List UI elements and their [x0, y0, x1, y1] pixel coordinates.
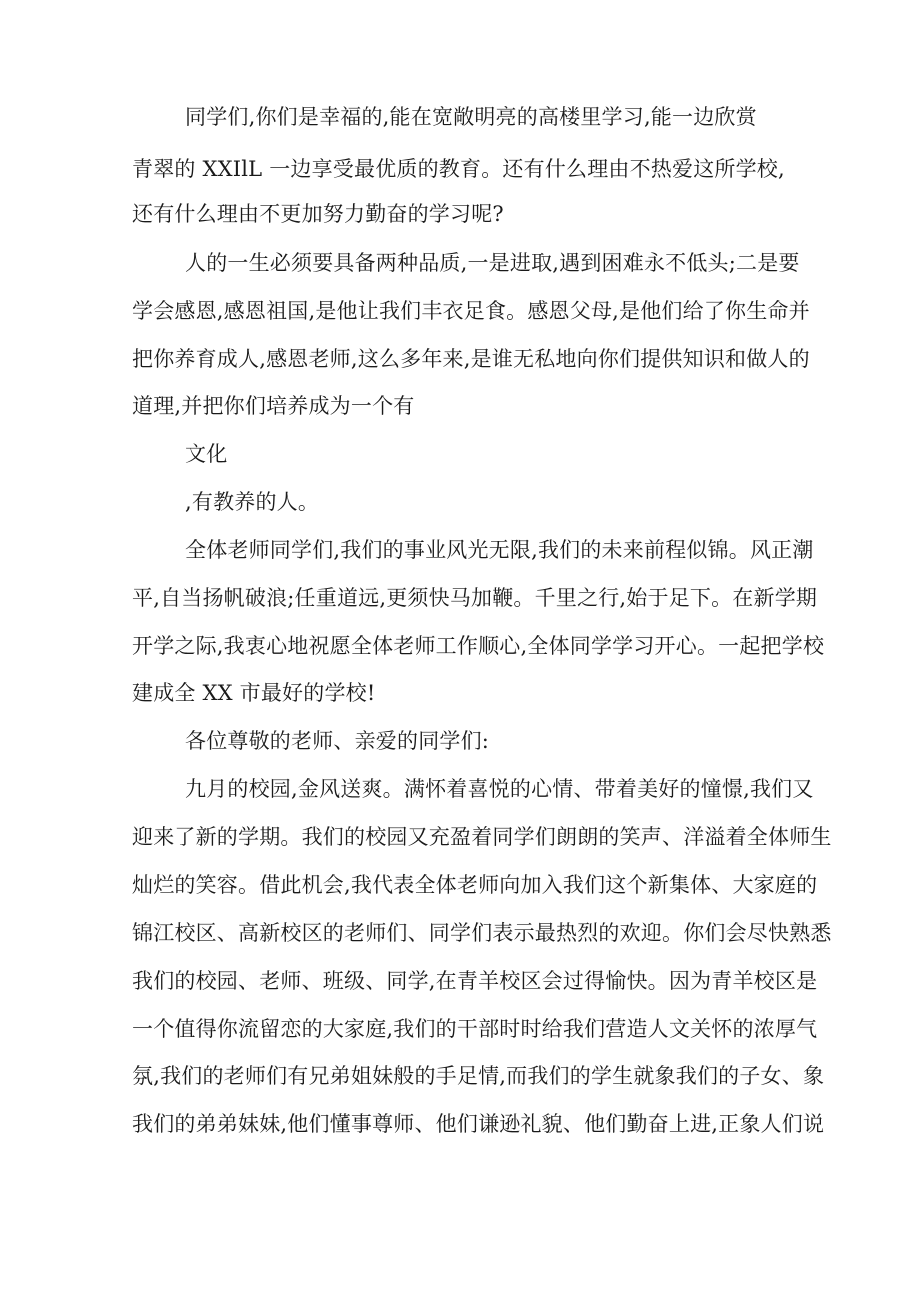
text-line: 我们的校园、老师、班级、同学,在青羊校区会过得愉快。因为青羊校区是 [132, 969, 818, 993]
text-line: 同学们,你们是幸福的,能在宽敞明亮的高楼里学习,能一边欣赏 [185, 105, 757, 129]
text-line: 人的一生必须要具备两种品质,一是进取,遇到困难永不低头;二是要 [185, 251, 800, 275]
text-line: 学会感恩,感恩祖国,是他让我们丰衣足食。感恩父母,是他们给了你生命并 [132, 299, 810, 323]
text-line: 各位尊敬的老师、亲爱的同学们: [185, 729, 490, 753]
text-line: 锦江校区、高新校区的老师们、同学们表示最热烈的欢迎。你们会尽快熟悉 [132, 921, 832, 945]
text-line: 开学之际,我衷心地祝愿全体老师工作顺心,全体同学学习开心。一起把学校 [132, 634, 825, 658]
text-line: 迎来了新的学期。我们的校园又充盈着同学们朗朗的笑声、洋溢着全体师生 [132, 825, 832, 849]
text-line: 氛,我们的老师们有兄弟姐妹般的手足情,而我们的学生就象我们的子女、象 [132, 1064, 825, 1088]
text-line: 全体老师同学们,我们的事业风光无限,我们的未来前程似锦。风正潮 [185, 538, 814, 562]
text-line: ,有教养的人。 [185, 490, 320, 514]
text-line: 平,自当扬帆破浪;任重道远,更须快马加鞭。千里之行,始于足下。在新学期 [132, 586, 818, 610]
text-line: 一个值得你流留恋的大家庭,我们的干部时时给我们营造人文关怀的浓厚气 [132, 1017, 818, 1041]
text-line: 建成全 XX 市最好的学校! [132, 681, 376, 705]
text-line: 青翠的 XXIlL 一边享受最优质的教育。还有什么理由不热爱这所学校, [132, 157, 785, 181]
text-line: 文化 [185, 442, 228, 466]
text-line: 我们的弟弟妹妹,他们懂事尊师、他们谦逊礼貌、他们勤奋上进,正象人们说 [132, 1112, 825, 1136]
text-line: 把你养育成人,感恩老师,这么多年来,是谁无私地向你们提供知识和做人的 [132, 347, 810, 371]
text-line: 灿烂的笑容。借此机会,我代表全体老师向加入我们这个新集体、大家庭的 [132, 873, 818, 897]
text-line: 还有什么理由不更加努力勤奋的学习呢? [132, 202, 504, 226]
text-line: 九月的校园,金风送爽。满怀着喜悦的心情、带着美好的憧憬,我们又 [185, 777, 814, 801]
text-line: 道理,并把你们培养成为一个有 [132, 394, 415, 418]
